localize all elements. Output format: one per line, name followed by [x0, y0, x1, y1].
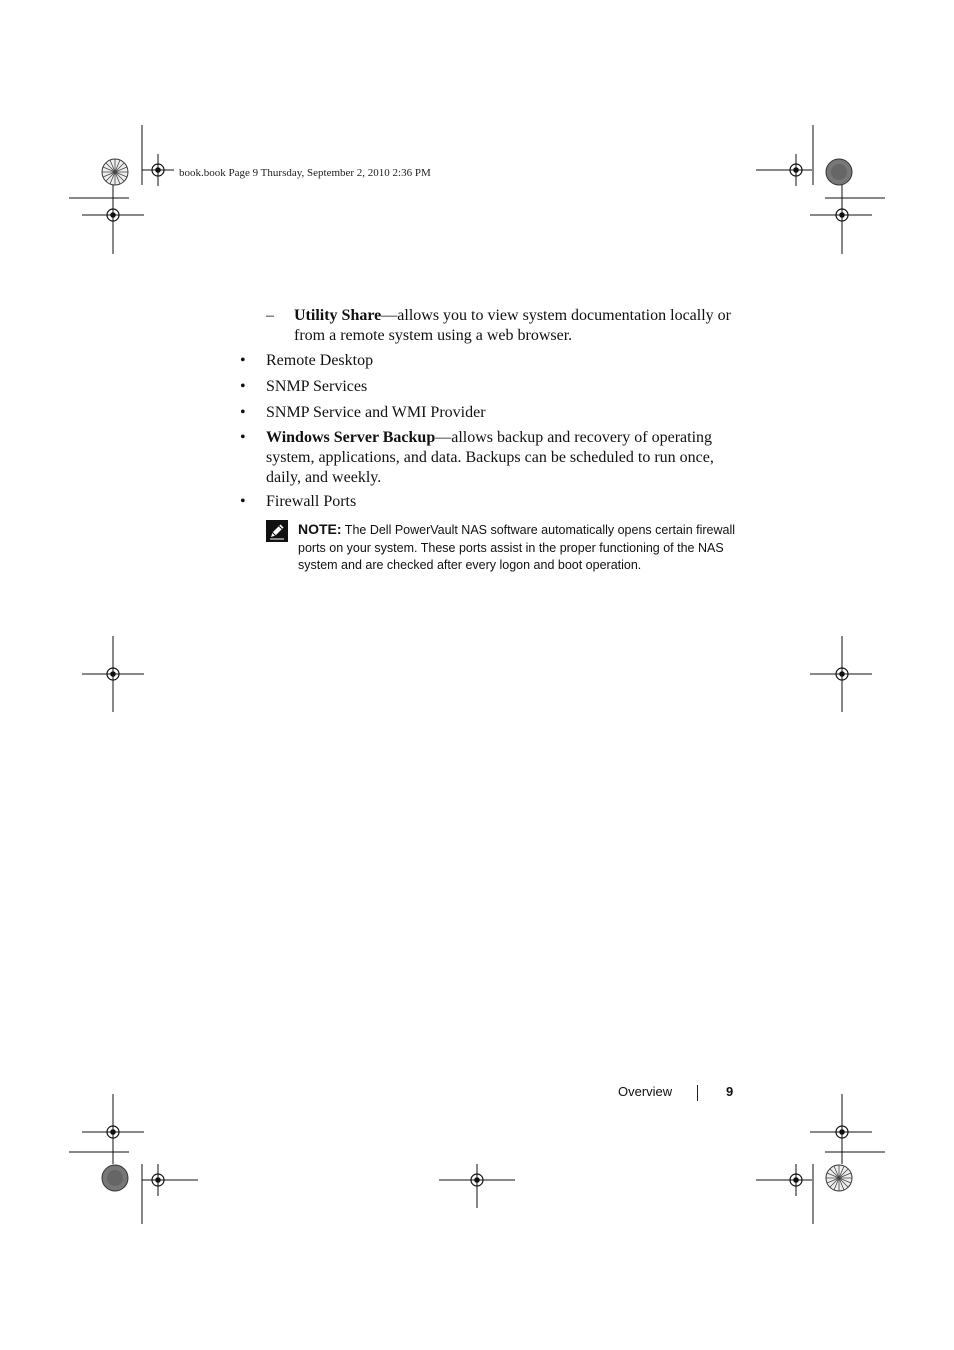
list-item-title: Remote Desktop	[266, 352, 374, 369]
list-item-title: Utility Share	[294, 307, 382, 324]
list-item-remote-desktop	[266, 351, 756, 371]
starburst-mark-icon	[102, 159, 128, 185]
list-dash-marker: –	[266, 307, 274, 324]
note-pencil-icon	[266, 520, 288, 542]
list-bullet-marker: •	[240, 429, 246, 446]
list-bullet-marker: •	[240, 378, 246, 395]
list-bullet-marker: •	[240, 404, 246, 421]
list-item-description: —allows backup and recovery of operating system, applications, and data. Backups can be scheduled to run once, daily, and weekly.	[266, 429, 714, 486]
footer-section-title: Overview	[618, 1084, 673, 1099]
list-item-snmp-services	[266, 377, 756, 397]
list-item-utility-share	[294, 306, 754, 346]
list-item-windows-server-backup	[266, 428, 751, 488]
list-bullet-marker: •	[240, 352, 246, 369]
list-item-title: SNMP Service and WMI Provider	[266, 404, 486, 421]
list-item-title: SNMP Services	[266, 378, 368, 395]
note-text: The Dell PowerVault NAS software automatically opens certain firewall ports on your system. These ports assist in the proper functioning of the NAS system and are checked after every logon and boot operation.	[298, 523, 736, 572]
list-item-snmp-wmi	[266, 403, 756, 423]
list-bullet-marker: •	[240, 493, 246, 510]
list-item-firewall-ports	[266, 492, 756, 512]
starburst-mark-icon	[826, 1165, 852, 1191]
print-slug: book.book Page 9 Thursday, September 2, 2010 2:36 PM	[179, 167, 431, 179]
note-label: NOTE:	[298, 521, 342, 537]
list-item-description: —allows you to view system documentation locally or from a remote system using a web browser.	[294, 307, 731, 344]
list-item-title: Firewall Ports	[266, 493, 357, 510]
grey-disc-mark-icon	[102, 1165, 128, 1191]
note-block	[298, 521, 748, 575]
list-item-title: Windows Server Backup	[266, 429, 436, 446]
footer-page-number: 9	[726, 1084, 734, 1099]
footer-divider	[697, 1085, 698, 1101]
grey-disc-mark-icon	[826, 159, 852, 185]
